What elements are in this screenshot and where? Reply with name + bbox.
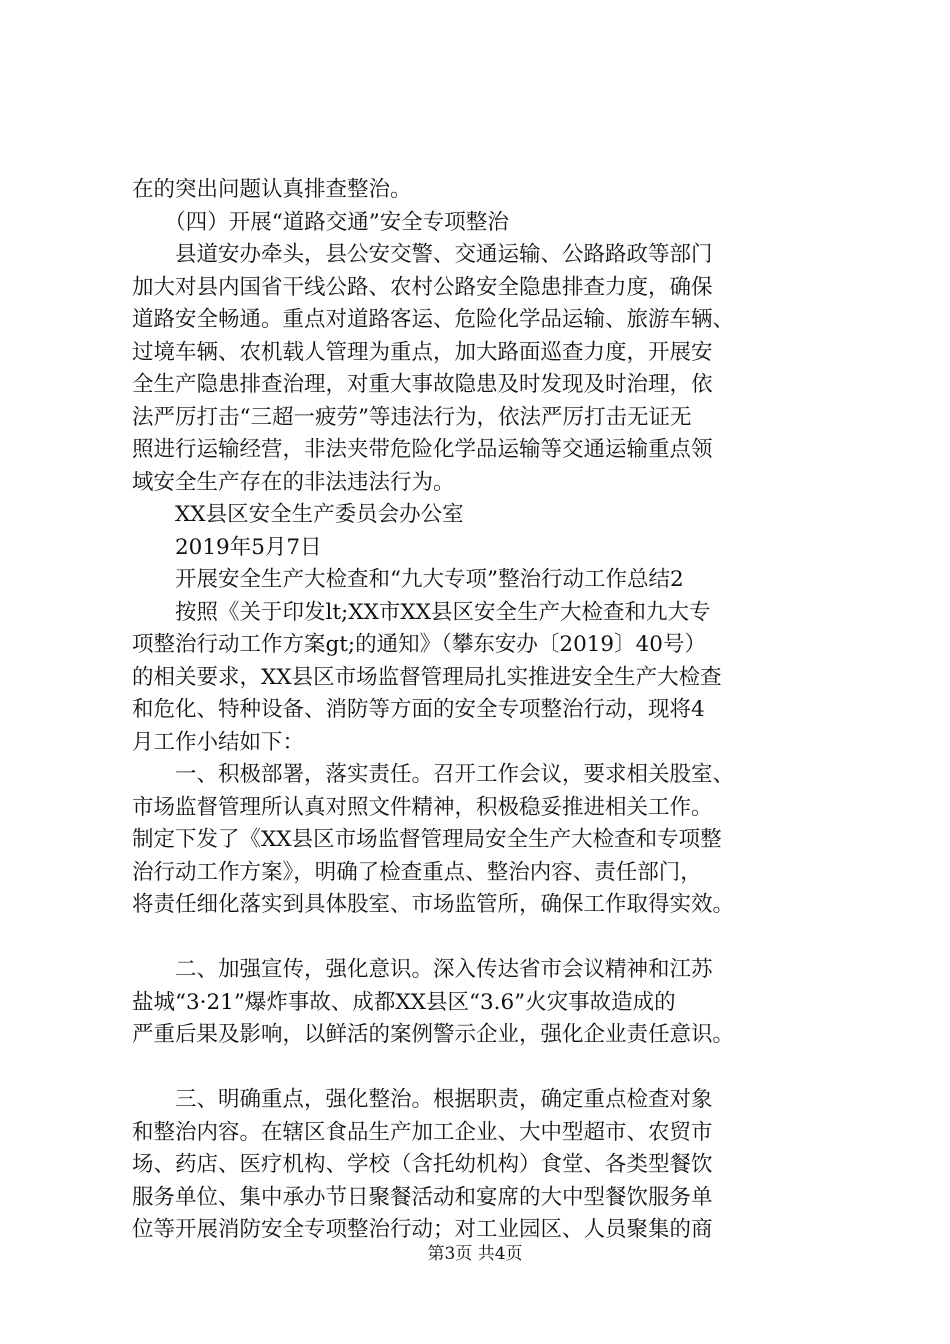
paragraph-spacer [132, 922, 832, 955]
text-line: 过境车辆、农机载人管理为重点，加大路面巡查力度，开展安 [132, 339, 713, 365]
text-line: 市场监督管理所认真对照文件精神，积极稳妥推进相关工作。 [132, 794, 713, 820]
text-line: 加大对县内国省干线公路、农村公路安全隐患排查力度，确保 [132, 274, 713, 300]
text-line: XX县区安全生产委员会办公室 [132, 502, 464, 527]
text-line: 域安全生产存在的非法违法行为。 [132, 469, 455, 495]
text-line: 和整治内容。在辖区食品生产加工企业、大中型超市、农贸市 [132, 1119, 713, 1145]
text-line: 严重后果及影响，以鲜活的案例警示企业，强化企业责任意识。 [132, 1022, 735, 1047]
text-line: 法严厉打击“三超一疲劳”等违法行为，依法严厉打击无证无 [132, 404, 692, 430]
text-line: 将责任细化落实到具体股室、市场监管所，确保工作取得实效。 [132, 892, 735, 917]
text-line: 三、明确重点，强化整治。根据职责，确定重点检查对象 [132, 1087, 713, 1112]
text-line: 照进行运输经营，非法夹带危险化学品运输等交通运输重点领 [132, 437, 713, 462]
text-line: 项整治行动工作方案gt;的通知》（攀东安办〔2019〕40号） [132, 632, 706, 657]
text-line: （四）开展“道路交通”安全专项整治 [132, 209, 509, 235]
text-line: 一、积极部署，落实责任。召开工作会议，要求相关股室、 [132, 762, 735, 787]
text-line: 场、药店、医疗机构、学校（含托幼机构）食堂、各类型餐饮 [132, 1152, 713, 1177]
text-line: 2019年5月7日 [132, 534, 322, 560]
text-line: 开展安全生产大检查和“九大专项”整治行动工作总结2 [132, 567, 684, 592]
text-line: 在的突出问题认真排查整治。 [132, 177, 412, 202]
text-line: 服务单位、集中承办节日聚餐活动和宴席的大中型餐饮服务单 [132, 1184, 713, 1210]
text-line: 治行动工作方案》，明确了检查重点、整治内容、责任部门， [132, 859, 702, 885]
text-line: 道路安全畅通。重点对道路客运、危险化学品运输、旅游车辆、 [132, 307, 735, 332]
text-line: 和危化、特种设备、消防等方面的安全专项整治行动，现将4 [132, 697, 705, 722]
page-footer: 第3页 共4页 [427, 1244, 523, 1264]
document-body [132, 174, 832, 1247]
text-line: 制定下发了《XX县区市场监督管理局安全生产大检查和专项整 [132, 827, 722, 852]
paragraph-spacer [132, 1052, 832, 1085]
text-line: 县道安办牵头，县公安交警、交通运输、公路路政等部门 [132, 242, 713, 267]
text-line: 的相关要求，XX县区市场监督管理局扎实推进安全生产大检查 [132, 664, 722, 690]
text-line: 全生产隐患排查治理，对重大事故隐患及时发现及时治理，依 [132, 372, 713, 397]
text-line: 月工作小结如下： [132, 729, 305, 755]
text-line: 盐城“3·21”爆炸事故、成都XX县区“3.6”火灾事故造成的 [132, 989, 676, 1015]
text-line: 二、加强宣传，强化意识。深入传达省市会议精神和江苏 [132, 957, 713, 982]
text-line: 位等开展消防安全专项整治行动；对工业园区、人员聚集的商 [132, 1217, 713, 1242]
text-line: 按照《关于印发lt;XX市XX县区安全生产大检查和九大专 [132, 599, 711, 625]
